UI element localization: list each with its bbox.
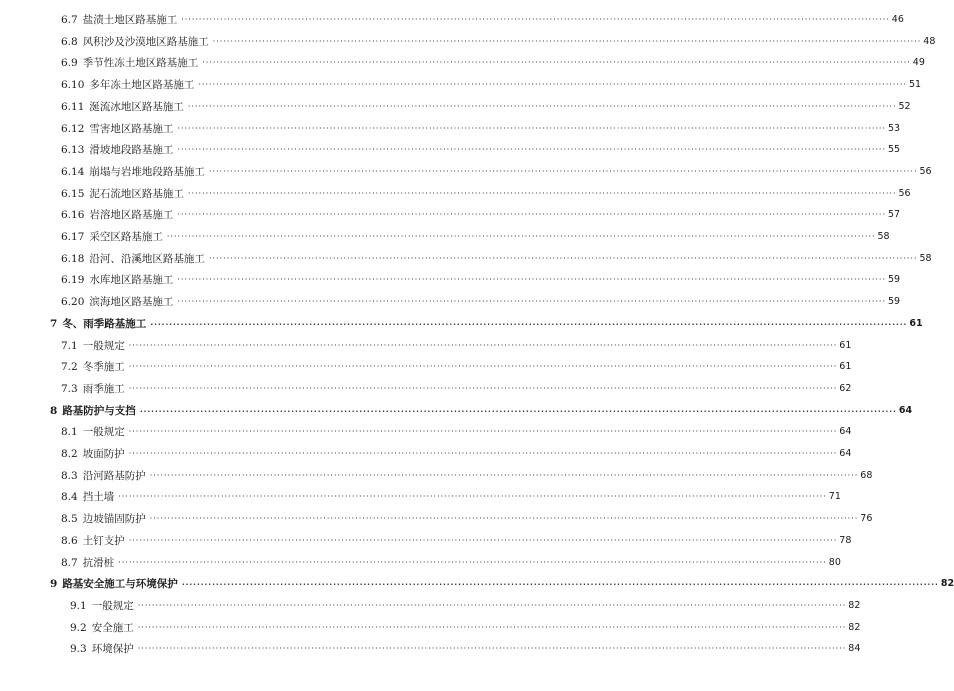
toc-entry-title: 一般规定	[82, 426, 125, 439]
toc-entry[interactable]	[50, 576, 954, 592]
toc-entry[interactable]	[61, 555, 841, 571]
dot-leader: ········································································································································································································	[198, 80, 907, 90]
toc-entry-number: 6.12	[61, 122, 85, 135]
toc-entry-page: 76	[860, 513, 873, 525]
toc-entry-title: 安全施工	[91, 621, 134, 634]
toc-entry-number: 6.15	[61, 187, 85, 200]
toc-entry-number: 6.16	[61, 209, 85, 222]
dot-leader: ········································································································································································································	[177, 145, 886, 155]
dot-leader: ········································································································································································································	[150, 318, 908, 329]
toc-entry-page: 82	[940, 578, 954, 590]
toc-entry-number: 6.13	[61, 144, 85, 157]
toc-entry-page: 58	[919, 252, 932, 264]
toc-entry-title: 雨季施工	[82, 382, 125, 395]
toc-entry[interactable]	[61, 489, 841, 505]
toc-entry-page: 48	[923, 35, 936, 47]
toc-entry[interactable]	[61, 121, 901, 137]
dot-leader: ········································································································································································································	[187, 188, 897, 198]
toc-entry-title: 采空区路基施工	[89, 231, 163, 243]
toc-entry[interactable]	[61, 164, 932, 180]
toc-entry-title: 挡土墙	[82, 491, 115, 504]
toc-entry-number: 9.3	[70, 643, 87, 656]
toc-entry-number: 6.9	[61, 57, 78, 70]
toc-entry-number: 6.19	[61, 274, 85, 287]
toc-entry[interactable]	[61, 294, 901, 310]
toc-entry[interactable]	[70, 641, 861, 657]
toc-entry[interactable]	[70, 598, 861, 614]
toc-entry-number: 6.20	[61, 296, 85, 309]
toc-entry-number: 6.17	[61, 231, 85, 243]
toc-entry-title: 盐渍土地区路基施工	[82, 14, 178, 26]
toc-entry[interactable]	[61, 34, 936, 50]
toc-entry-title: 路基安全施工与环境保护	[62, 578, 178, 591]
toc-entry-title: 雪害地区路基施工	[89, 122, 174, 135]
toc-entry-title: 冬、雨季路基施工	[62, 317, 147, 330]
toc-entry-number: 8.3	[61, 469, 78, 482]
toc-entry-number: 7.1	[61, 339, 78, 352]
toc-entry-number: 7.2	[61, 361, 78, 374]
toc-entry-number: 9.1	[70, 599, 87, 612]
dot-leader: ········································································································································································································	[128, 340, 838, 350]
toc-entry-number: 6.7	[61, 14, 78, 26]
dot-leader: ········································································································································································································	[177, 275, 886, 285]
dot-leader: ········································································································································································································	[181, 15, 890, 24]
toc-entry-page: 49	[912, 57, 925, 69]
toc-entry-page: 82	[848, 599, 861, 611]
toc-entry-title: 滨海地区路基施工	[89, 296, 174, 309]
dot-leader: ········································································································································································································	[128, 535, 838, 545]
toc-entry-number: 7.3	[61, 382, 78, 395]
toc-entry[interactable]	[61, 359, 852, 375]
dot-leader: ········································································································································································································	[177, 210, 886, 220]
toc-entry[interactable]	[70, 620, 861, 636]
toc-entry-title: 岩溶地区路基施工	[89, 209, 174, 222]
toc-entry-page: 56	[898, 187, 911, 199]
toc-entry[interactable]	[61, 272, 901, 288]
toc-entry-title: 抗滑桩	[82, 556, 115, 569]
toc-entry-title: 滑坡地段路基施工	[89, 144, 174, 157]
toc-entry-title: 坡面防护	[82, 448, 125, 460]
toc-entry-title: 沿河、沿溪地区路基施工	[89, 252, 205, 265]
dot-leader: ········································································································································································································	[166, 232, 876, 241]
toc-entry[interactable]	[61, 99, 911, 115]
toc-entry[interactable]	[61, 251, 932, 267]
toc-entry-page: 53	[887, 122, 901, 134]
toc-entry[interactable]	[61, 77, 922, 93]
toc-entry[interactable]	[61, 338, 852, 354]
toc-entry-title: 冬季施工	[82, 361, 125, 374]
toc-entry-page: 59	[887, 296, 901, 308]
toc-entry-title: 泥石流地区路基施工	[89, 187, 184, 200]
dot-leader: ········································································································································································································	[149, 514, 859, 524]
toc-entry-page: 55	[887, 144, 901, 156]
dot-leader: ········································································································································································································	[208, 166, 918, 176]
toc-entry-number: 9	[50, 578, 58, 591]
toc-entry-title: 环境保护	[91, 643, 134, 656]
toc-entry[interactable]	[61, 55, 925, 71]
toc-entry[interactable]	[50, 403, 913, 419]
toc-entry-page: 56	[919, 165, 932, 177]
dot-leader: ········································································································································································································	[208, 253, 918, 263]
dot-leader: ········································································································································································································	[137, 622, 847, 632]
toc-entry-page: 62	[839, 382, 852, 394]
toc-entry-title: 多年冻土地区路基施工	[89, 79, 195, 92]
toc-entry-title: 一般规定	[82, 339, 125, 352]
dot-leader: ········································································································································································································	[137, 600, 847, 610]
toc-entry[interactable]	[61, 424, 852, 440]
dot-leader: ········································································································································································································	[128, 449, 838, 458]
dot-leader: ········································································································································································································	[128, 383, 838, 393]
toc-entry-page: 59	[887, 274, 901, 286]
toc-entry[interactable]	[61, 533, 852, 549]
dot-leader: ········································································································································································································	[177, 123, 886, 133]
dot-leader: ········································································································································································································	[187, 101, 897, 111]
toc-entry[interactable]	[61, 446, 852, 462]
toc-entry-title: 土钉支护	[82, 534, 125, 547]
toc-entry-page: 64	[839, 448, 852, 459]
toc-entry-number: 8.6	[61, 534, 78, 547]
dot-leader: ········································································································································································································	[128, 362, 838, 372]
toc-entry-page: 61	[839, 339, 852, 351]
toc-entry-title: 水库地区路基施工	[89, 274, 174, 287]
dot-leader: ········································································································································································································	[139, 405, 897, 416]
toc-entry[interactable]	[61, 381, 852, 397]
toc-entry-page: 78	[839, 534, 852, 546]
toc-entry-page: 68	[860, 469, 873, 481]
toc-entry[interactable]	[61, 186, 911, 202]
toc-entry-title: 崩塌与岩堆地段路基施工	[89, 165, 205, 178]
toc-entry-page: 61	[839, 361, 852, 373]
toc-entry-number: 8.2	[61, 448, 78, 460]
dot-leader: ········································································································································································································	[181, 579, 939, 590]
toc-entry[interactable]	[61, 511, 873, 527]
toc-entry-number: 8.5	[61, 513, 78, 526]
toc-entry-page: 61	[909, 317, 923, 329]
toc-entry-number: 9.2	[70, 621, 87, 634]
toc-entry-title: 边坡锚固防护	[82, 513, 146, 526]
toc-entry-number: 8.7	[61, 556, 78, 569]
toc-entry-title: 涎流冰地区路基施工	[89, 100, 184, 113]
toc-entry-page: 64	[898, 404, 913, 416]
toc-entry-page: 82	[848, 621, 861, 633]
dot-leader: ········································································································································································································	[202, 58, 911, 68]
dot-leader: ········································································································································································································	[128, 427, 838, 437]
toc-entry-number: 7	[50, 317, 58, 330]
toc-entry-number: 6.8	[61, 35, 78, 48]
toc-entry-page: 71	[828, 491, 841, 503]
toc-entry-page: 52	[898, 100, 911, 112]
dot-leader: ········································································································································································································	[212, 36, 922, 46]
toc-entry[interactable]	[50, 316, 923, 332]
toc-entry-number: 6.14	[61, 165, 85, 178]
toc-entry-page: 80	[828, 556, 841, 568]
toc-entry-page: 84	[848, 643, 861, 655]
toc-entry-page: 58	[877, 231, 890, 242]
toc-entry-number: 8.4	[61, 491, 78, 504]
toc-entry[interactable]	[61, 207, 901, 223]
toc-entry-number: 6.10	[61, 79, 85, 92]
toc-entry-title: 风积沙及沙漠地区路基施工	[82, 35, 209, 48]
toc-entry-title: 季节性冻土地区路基施工	[82, 57, 199, 70]
toc-entry-page: 46	[891, 14, 904, 25]
toc-entry[interactable]	[61, 12, 904, 28]
toc-entry[interactable]	[61, 468, 873, 484]
dot-leader: ········································································································································································································	[149, 470, 859, 480]
toc-entry-number: 8.1	[61, 426, 78, 439]
toc-entry-title: 路基防护与支挡	[62, 404, 136, 417]
dot-leader: ········································································································································································································	[118, 557, 827, 567]
toc-entry-page: 51	[908, 79, 922, 91]
toc-entry[interactable]	[61, 142, 901, 158]
dot-leader: ········································································································································································································	[137, 644, 847, 654]
toc-entry-title: 沿河路基防护	[82, 469, 146, 482]
toc-entry[interactable]	[61, 229, 890, 245]
dot-leader: ········································································································································································································	[118, 492, 827, 502]
toc-entry-page: 57	[887, 209, 901, 221]
toc-entry-number: 6.11	[61, 100, 85, 113]
toc-entry-number: 8	[50, 404, 58, 417]
toc-entry-title: 一般规定	[91, 599, 134, 612]
dot-leader: ········································································································································································································	[177, 297, 886, 307]
toc-entry-page: 64	[839, 426, 852, 438]
toc-entry-number: 6.18	[61, 252, 85, 265]
